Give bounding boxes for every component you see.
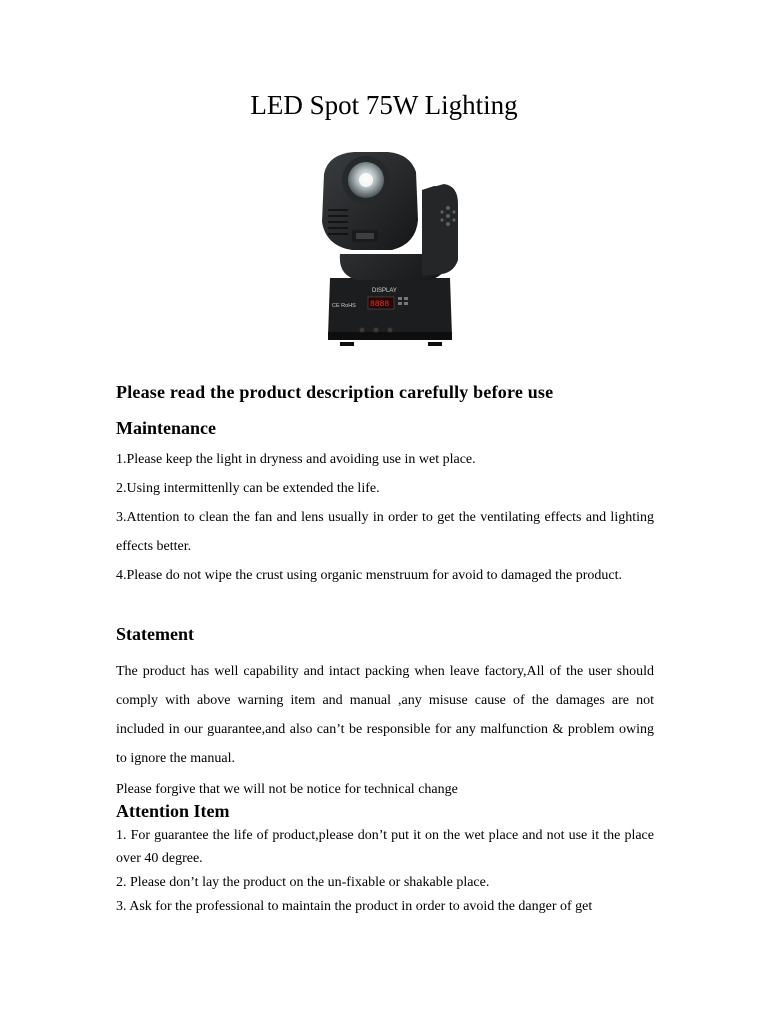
moving-head-light-illustration (318, 150, 464, 346)
statement-note: Please forgive that we will not be notice for technical change (116, 782, 458, 797)
panel-readout: 8888 (370, 300, 390, 309)
statement-body: The product has well capability and intact packing when leave factory,All of the user should comply with above warning item and manual ,any misuse cause of the damages are not included in our guarantee,and also can’t be responsible for any malfunction & problem owing to ignore the manual. (116, 664, 654, 766)
maintenance-item-4: 4.Please do not wipe the crust using organic menstruum for avoid to damaged the product. (116, 568, 622, 583)
product-image (318, 150, 464, 346)
maintenance-item-3: 3.Attention to clean the fan and lens usually in order to get the ventilating effects and lighting effects better. (116, 510, 654, 554)
maintenance-item-2: 2.Using intermittenlly can be extended the life. (116, 481, 380, 496)
intro-notice: Please read the product description carefully before use (116, 382, 554, 402)
attention-item-2: 2. Please don’t lay the product on the un-fixable or shakable place. (116, 875, 490, 890)
panel-display-label: DISPLAY (372, 288, 397, 294)
attention-heading: Attention Item (116, 801, 230, 821)
document-title: LED Spot 75W Lighting (250, 90, 518, 120)
attention-item-1: 1. For guarantee the life of product,please don’t put it on the wet place and not use it the place over 40 degree. (116, 828, 654, 866)
statement-heading: Statement (116, 624, 194, 644)
panel-marks: CE RoHS (332, 303, 356, 309)
attention-item-3: 3. Ask for the professional to maintain the product in order to avoid the danger of get (116, 899, 593, 914)
maintenance-item-1: 1.Please keep the light in dryness and avoiding use in wet place. (116, 452, 476, 467)
maintenance-heading: Maintenance (116, 418, 216, 438)
